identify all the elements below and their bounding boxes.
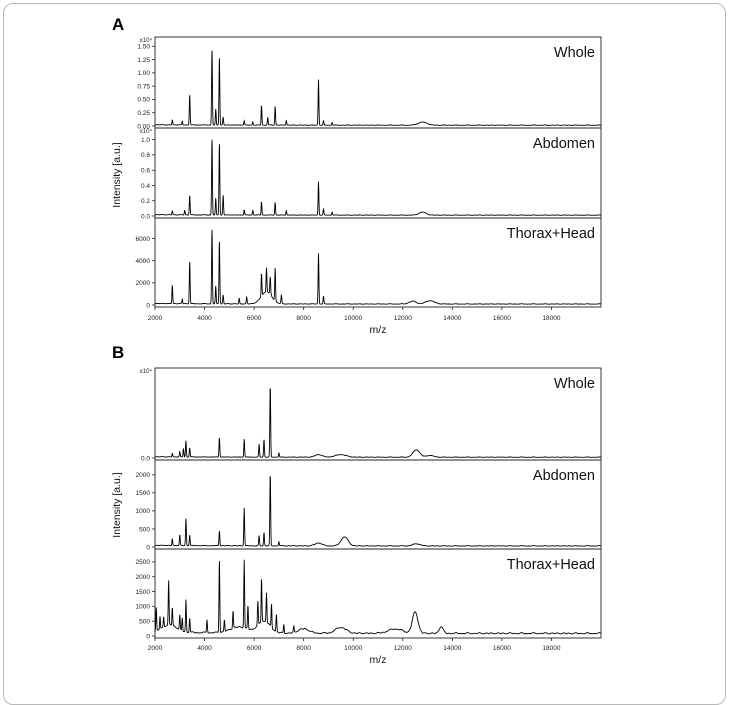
y-exponent-label: x10⁴ (139, 369, 152, 375)
y-tick-label: 0.8 (140, 152, 150, 160)
x-tick-label: 8000 (296, 315, 311, 322)
y-tick-label: 0.0 (140, 455, 150, 463)
subplot-frame (155, 368, 601, 460)
x-axis-label: m/z (369, 654, 387, 666)
x-tick-label: 2000 (147, 315, 163, 322)
subplot-thorax-head (136, 218, 601, 309)
spectrum-line (155, 477, 601, 546)
y-exponent-label: x10⁴ (139, 38, 152, 44)
y-tick-label: 2000 (135, 472, 150, 480)
series-label: Abdomen (532, 468, 595, 484)
subplot-whole (140, 368, 601, 462)
subplot-abdomen (136, 460, 601, 551)
series-label: Thorax+Head (506, 557, 595, 573)
y-tick-label: 500 (139, 618, 150, 626)
x-tick-label: 18000 (542, 645, 561, 652)
series-label: Whole (553, 376, 595, 392)
x-tick-label: 14000 (443, 645, 462, 652)
y-axis-label: Intensity [a.u.] (111, 472, 123, 538)
y-tick-label: 1.50 (137, 43, 150, 51)
x-tick-label: 16000 (492, 645, 511, 652)
spectrum-line (155, 51, 601, 126)
series-label: Abdomen (532, 136, 595, 152)
y-tick-label: 0 (146, 544, 150, 552)
x-tick-label: 12000 (393, 645, 412, 652)
y-tick-label: 1.25 (137, 56, 150, 64)
y-tick-label: 0.00 (137, 123, 150, 131)
y-tick-label: 0.6 (140, 167, 150, 175)
y-tick-label: 0 (146, 302, 150, 310)
panel-a (111, 15, 601, 336)
y-tick-label: 1500 (135, 588, 150, 596)
y-tick-label: 4000 (135, 258, 150, 266)
x-tick-label: 6000 (246, 645, 262, 652)
panel-letter: A (112, 15, 125, 34)
x-tick-label: 12000 (393, 315, 412, 322)
x-tick-label: 18000 (542, 315, 561, 322)
y-tick-label: 500 (139, 526, 150, 534)
x-tick-label: 10000 (344, 315, 363, 322)
y-tick-label: 1000 (135, 508, 150, 516)
y-tick-label: 1500 (135, 490, 150, 498)
y-tick-label: 6000 (135, 235, 150, 243)
x-tick-label: 8000 (296, 645, 311, 652)
y-tick-label: 0.75 (137, 83, 150, 91)
x-tick-label: 14000 (443, 315, 462, 322)
y-tick-label: 2000 (135, 574, 150, 582)
y-exponent-label: x10⁴ (139, 129, 152, 135)
y-tick-label: 0.25 (137, 110, 150, 118)
subplot-whole (137, 37, 601, 130)
x-tick-label: 16000 (492, 315, 511, 322)
y-tick-label: 2000 (135, 280, 150, 288)
x-axis-label: m/z (369, 324, 387, 336)
x-tick-label: 4000 (197, 645, 212, 652)
y-tick-label: 2500 (135, 559, 150, 567)
subplot-abdomen (140, 128, 601, 220)
y-tick-label: 1.0 (140, 136, 150, 144)
y-axis-label: Intensity [a.u.] (111, 142, 123, 208)
subplot-thorax-head (136, 549, 601, 640)
x-tick-label: 2000 (147, 645, 163, 652)
y-tick-label: 1000 (135, 603, 150, 611)
y-tick-label: 0.4 (140, 182, 150, 190)
panel-letter: B (112, 343, 125, 362)
y-tick-label: 0.50 (137, 96, 150, 104)
y-tick-label: 0 (146, 633, 150, 641)
spectrum-line (155, 389, 601, 457)
panel-b (111, 343, 601, 666)
y-tick-label: 0.2 (140, 198, 150, 206)
series-label: Whole (553, 45, 595, 61)
subplot-frame (155, 37, 601, 128)
x-tick-label: 10000 (344, 645, 363, 652)
y-tick-label: 0.0 (140, 213, 150, 221)
x-tick-label: 4000 (197, 315, 212, 322)
x-tick-label: 6000 (246, 315, 262, 322)
y-tick-label: 1.00 (137, 70, 150, 78)
series-label: Thorax+Head (506, 226, 595, 242)
